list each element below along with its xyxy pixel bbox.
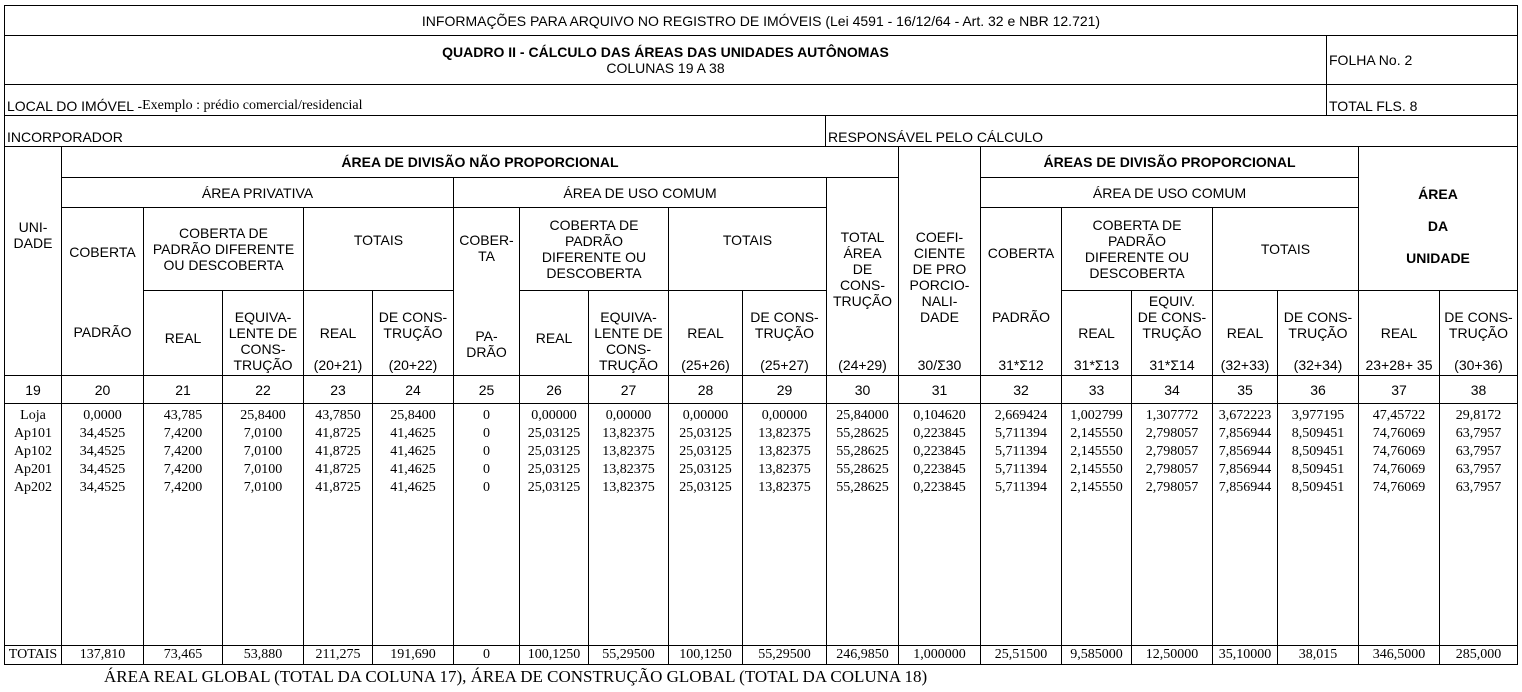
column-number: 32 <box>980 375 1062 404</box>
total-value: 38,015 <box>1277 645 1359 665</box>
column-values: 29,8172 63,7957 63,7957 63,7957 63,7957 <box>1455 408 1502 495</box>
data-column-25 <box>453 403 520 646</box>
column-values: 25,8400 7,0100 7,0100 7,0100 7,0100 <box>240 408 286 495</box>
data-column-28 <box>668 403 743 646</box>
column-number: 21 <box>143 375 223 404</box>
header-np-coberta-diferente: COBERTA DE PADRÃO DIFERENTE OU DESCOBERTA <box>519 207 669 291</box>
total-value: 137,810 <box>61 645 144 665</box>
header-col25-coberta-padrao: COBER- TA PA- DRÃO <box>453 207 520 376</box>
data-column-29 <box>742 403 827 646</box>
header-col21: REAL <box>143 290 223 376</box>
data-column-21 <box>143 403 223 646</box>
data-column-20 <box>61 403 144 646</box>
column-values: 2,669424 5,711394 5,711394 5,711394 5,711394 <box>994 408 1048 495</box>
document-title: INFORMAÇÕES PARA ARQUIVO NO REGISTRO DE IMÓVEIS (Lei 4591 - 16/12/64 - Art. 32 e NBR 12.721) <box>4 5 1518 36</box>
header-col33: REAL 31*Σ13 <box>1061 290 1132 376</box>
quadro-subtitle: COLUNAS 19 A 38 <box>606 60 725 76</box>
header-area-uso-comum-np: ÁREA DE USO COMUM <box>453 177 827 208</box>
header-col37: REAL 23+28+ 35 <box>1358 290 1440 376</box>
column-number: 20 <box>61 375 144 404</box>
header-col22: EQUIVA- LENTE DE CONS- TRUÇÃO <box>222 290 304 376</box>
header-col24: DE CONS- TRUÇÃO (20+22) <box>372 290 454 376</box>
column-number: 29 <box>742 375 827 404</box>
column-number: 34 <box>1131 375 1213 404</box>
column-values: 25,8400 41,4625 41,4625 41,4625 41,4625 <box>390 408 436 495</box>
header-col36: DE CONS- TRUÇÃO (32+34) <box>1277 290 1359 376</box>
header-col38: DE CONS- TRUÇÃO (30+36) <box>1439 290 1518 376</box>
data-column-33 <box>1061 403 1132 646</box>
column-values: 0,00000 25,03125 25,03125 25,03125 25,03125 <box>527 408 581 495</box>
header-col27: EQUIVA- LENTE DE CONS- TRUÇÃO <box>588 290 669 376</box>
column-number: 19 <box>4 375 62 404</box>
column-number: 27 <box>588 375 669 404</box>
total-value: 55,29500 <box>742 645 827 665</box>
header-col23: REAL (20+21) <box>303 290 373 376</box>
local-imovel-label: LOCAL DO IMÓVEL - <box>7 98 143 114</box>
data-column-35 <box>1212 403 1278 646</box>
total-value: 73,465 <box>143 645 223 665</box>
quadro-title-block <box>4 35 1327 85</box>
header-col32-coberta-padrao: COBERTA PADRÃO 31*Σ12 <box>980 207 1062 376</box>
data-column-27 <box>588 403 669 646</box>
column-values: 0 0 0 0 0 <box>483 408 490 495</box>
column-number: 37 <box>1358 375 1440 404</box>
total-value: 35,10000 <box>1212 645 1278 665</box>
header-col29: DE CONS- TRUÇÃO (25+27) <box>742 290 827 376</box>
header-col30-total-area-construcao: TOTAL ÁREA DE CONS- TRUÇÃO (24+29) <box>826 177 899 376</box>
total-value: 246,9850 <box>826 645 899 665</box>
column-values: 43,785 7,4200 7,4200 7,4200 7,4200 <box>163 408 203 495</box>
quadro-title: QUADRO II - CÁLCULO DAS ÁREAS DAS UNIDADES AUTÔNOMAS <box>442 44 889 60</box>
total-value: 9,585000 <box>1061 645 1132 665</box>
column-number: 30 <box>826 375 899 404</box>
column-values: 0,00000 25,03125 25,03125 25,03125 25,03125 <box>679 408 732 495</box>
column-number: 22 <box>222 375 304 404</box>
column-values: 0,104620 0,223845 0,223845 0,223845 0,223845 <box>913 408 966 495</box>
column-values: 0,00000 13,82375 13,82375 13,82375 13,82375 <box>602 408 655 495</box>
total-value: 285,000 <box>1439 645 1518 665</box>
column-values: 3,977195 8,509451 8,509451 8,509451 8,509451 <box>1291 408 1345 495</box>
unidade-values: Loja Ap101 Ap102 Ap201 Ap202 <box>13 408 53 495</box>
data-column-38 <box>1439 403 1518 646</box>
header-area-uso-comum-p: ÁREA DE USO COMUM <box>980 177 1359 208</box>
header-col31-coeficiente: COEFI- CIENTE DE PRO PORCIO- NALI- DADE 30/Σ30 <box>898 146 981 376</box>
data-column-36 <box>1277 403 1359 646</box>
data-column-32 <box>980 403 1062 646</box>
column-number: 26 <box>519 375 589 404</box>
total-value: 25,51500 <box>980 645 1062 665</box>
column-number: 25 <box>453 375 520 404</box>
total-value: 100,1250 <box>668 645 743 665</box>
total-value: 346,5000 <box>1358 645 1440 665</box>
header-col26: REAL <box>519 290 589 376</box>
header-col35: REAL (32+33) <box>1212 290 1278 376</box>
data-column-34 <box>1131 403 1213 646</box>
total-value: 211,275 <box>303 645 373 665</box>
data-column-30 <box>826 403 899 646</box>
total-value: 100,1250 <box>519 645 589 665</box>
header-col28: REAL (25+26) <box>668 290 743 376</box>
header-areas-proporcional: ÁREAS DE DIVISÃO PROPORCIONAL <box>980 146 1359 178</box>
total-value: 12,50000 <box>1131 645 1213 665</box>
total-value: 1,000000 <box>898 645 981 665</box>
header-np-totais: TOTAIS <box>668 207 827 291</box>
data-column-26 <box>519 403 589 646</box>
header-p-coberta-diferente: COBERTA DE PADRÃO DIFERENTE OU DESCOBERTA <box>1061 207 1213 291</box>
local-imovel <box>4 84 1327 116</box>
column-number: 24 <box>372 375 454 404</box>
column-number: 23 <box>303 375 373 404</box>
header-col20-coberta-padrao: COBERTA PADRÃO <box>61 207 144 376</box>
column-values: 43,7850 41,8725 41,8725 41,8725 41,8725 <box>315 408 361 495</box>
header-area-privativa: ÁREA PRIVATIVA <box>61 177 454 208</box>
local-imovel-value: Exemplo : prédio comercial/residencial <box>142 98 363 113</box>
data-column-24 <box>372 403 454 646</box>
column-values: 1,002799 2,145550 2,145550 2,145550 2,145550 <box>1070 408 1123 495</box>
column-values: 25,84000 55,28625 55,28625 55,28625 55,28625 <box>836 408 889 495</box>
column-number: 38 <box>1439 375 1518 404</box>
total-value: 53,880 <box>222 645 304 665</box>
folha-number: FOLHA No. 2 <box>1326 35 1518 85</box>
header-area-da-unidade: ÁREA DA UNIDADE <box>1358 146 1518 291</box>
column-values: 1,307772 2,798057 2,798057 2,798057 2,798057 <box>1145 408 1199 495</box>
column-number: 35 <box>1212 375 1278 404</box>
column-values: 3,672223 7,856944 7,856944 7,856944 7,856944 <box>1218 408 1272 495</box>
header-priv-coberta-diferente: COBERTA DE PADRÃO DIFERENTE OU DESCOBERTA <box>143 207 304 291</box>
column-values: 47,45722 74,76069 74,76069 74,76069 74,76069 <box>1372 408 1426 495</box>
column-number: 28 <box>668 375 743 404</box>
header-col34: EQUIV. DE CONS- TRUÇÃO 31*Σ14 <box>1131 290 1213 376</box>
total-value: 55,29500 <box>588 645 669 665</box>
column-values: 0,0000 34,4525 34,4525 34,4525 34,4525 <box>79 408 126 495</box>
column-values: 0,00000 13,82375 13,82375 13,82375 13,82375 <box>758 408 811 495</box>
total-value: 191,690 <box>372 645 454 665</box>
column-number: 33 <box>1061 375 1132 404</box>
header-unidade: UNI- DADE <box>4 146 62 376</box>
total-folhas: TOTAL FLS. 8 <box>1326 84 1518 116</box>
responsavel-calculo-field: RESPONSÁVEL PELO CÁLCULO <box>825 115 1518 147</box>
column-number: 36 <box>1277 375 1359 404</box>
header-area-nao-proporcional: ÁREA DE DIVISÃO NÃO PROPORCIONAL <box>61 146 899 178</box>
data-column-31 <box>898 403 981 646</box>
total-value: 0 <box>453 645 520 665</box>
data-column-22 <box>222 403 304 646</box>
footer-note: ÁREA REAL GLOBAL (TOTAL DA COLUNA 17), ÁREA DE CONSTRUÇÃO GLOBAL (TOTAL DA COLUNA 18) <box>104 667 928 686</box>
header-p-totais: TOTAIS <box>1212 207 1359 291</box>
header-priv-totais: TOTAIS <box>303 207 454 291</box>
unidade-column <box>4 403 62 646</box>
data-column-37 <box>1358 403 1440 646</box>
totals-label: TOTAIS <box>4 645 62 665</box>
column-number: 31 <box>898 375 981 404</box>
incorporador-field: INCORPORADOR <box>4 115 826 147</box>
data-column-23 <box>303 403 373 646</box>
